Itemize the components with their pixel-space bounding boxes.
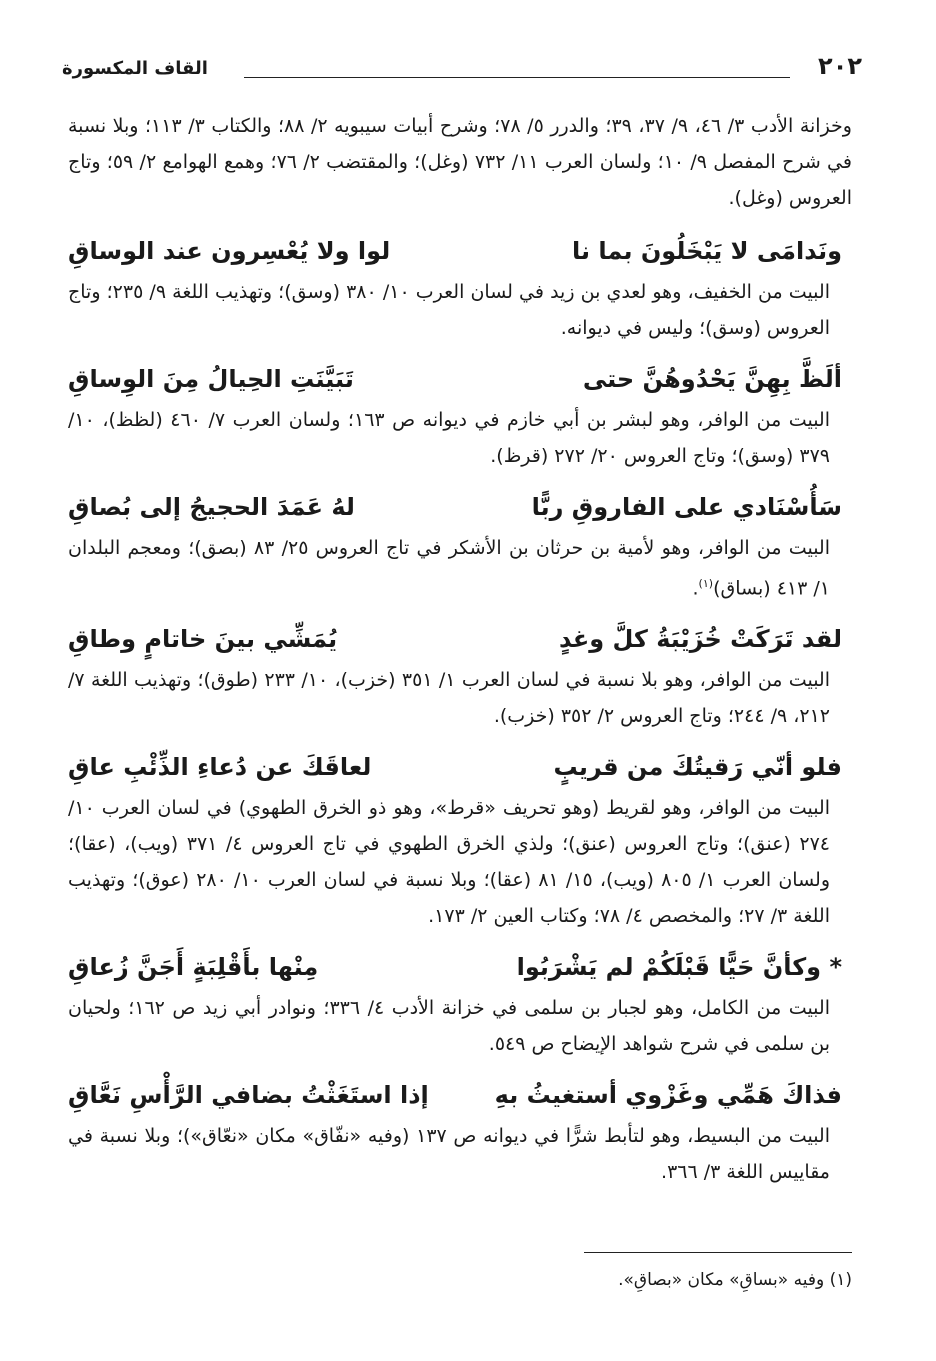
footnote-marker: (١)	[698, 577, 714, 590]
verse-4	[68, 616, 852, 662]
first-hemistich: * وكأنَّ حَيًّا قَبْلَكُمْ لم يَشْرَبُوا	[516, 953, 842, 982]
intro-paragraph: وخزانة الأدب ٣/ ٤٦، ٩/ ٣٧، ٣٩؛ والدرر ٥/ ٧٨؛ وشرح أبيات سيبويه ٢/ ٨٨؛ والكتاب ٣/ ١١٣؛ وبلا نسبة في شرح المفصل ٩/ ١٠؛ ولسان العرب ١١/ ٧٣٢ (وغل)؛ والمقتضب ٢/ ٧٦؛ وهمع الهوامع ٢/ ٥٩؛ وتاج العروس (وغل).	[68, 115, 852, 209]
second-hemistich: لوا ولا يُعْسِرون عند الوساقِ	[68, 237, 391, 265]
running-head: القاف المكسورة	[62, 58, 208, 79]
second-hemistich: تَبَيَّنَتِ الحِيالُ مِنَ الوِساقِ	[68, 365, 354, 393]
verse-note-end: .	[692, 577, 699, 600]
verse-5	[68, 744, 852, 790]
verse-7	[68, 1072, 852, 1118]
footnote: (١) وفيه «بساقِ» مكان «بصاقِ».	[618, 1270, 852, 1290]
first-hemistich: فذاكَ هَمِّي وغَزْوي أستغيثُ بهِ	[494, 1081, 842, 1110]
verse-6	[68, 944, 852, 990]
verse-note-text: البيت من الوافر، وهو لأمية بن حرثان بن الأشكر في تاج العروس ٢٥/ ٨٣ (بصق)؛ ومعجم البلدان ١/ ٤١٣ (بساق)	[68, 537, 830, 600]
verse-3	[68, 484, 852, 530]
second-hemistich: إذا استَغَثْتُ بضافي الرَّأْسِ نَعَّاقِ	[68, 1081, 429, 1110]
footnote-rule	[584, 1252, 852, 1253]
second-hemistich: لهُ عَمَدَ الحجيجُ إلى بُصاقِ	[68, 493, 355, 521]
verse-note: البيت من الخفيف، وهو لعدي بن زيد في لسان العرب ١٠/ ٣٨٠ (وسق)؛ وتهذيب اللغة ٩/ ٢٣٥؛ وتاج العروس (وسق)؛ وليس في ديوانه.	[68, 281, 830, 339]
page-number: ٢٠٢	[818, 52, 862, 80]
verse-2	[68, 356, 852, 402]
page-header	[62, 52, 862, 88]
first-hemistich: ألَظَّ بِهِنَّ يَحْدُوهُنَّ حتى	[582, 365, 842, 393]
verse-note	[68, 530, 852, 606]
verse-note: البيت من البسيط، وهو لتأبط شرًّا في ديوانه ص ١٣٧ (وفيه «نفّاق» مكان «نعّاق»)؛ وبلا نسبة في مقاييس اللغة ٣/ ٣٦٦.	[68, 1125, 830, 1184]
page-body	[68, 108, 852, 1200]
verse-note: البيت من الوافر، وهو لبشر بن أبي خازم في ديوانه ص ١٦٣؛ ولسان العرب ٧/ ٤٦٠ (لظظ)، ١٠/ ٣٧٩ (وسق)؛ وتاج العروس ٢٠/ ٢٧٢ (قرظ).	[68, 409, 830, 467]
first-hemistich: سَأُسْنَادي على الفاروقِ ربًّا	[531, 493, 842, 521]
header-rule	[244, 77, 790, 78]
first-hemistich: لقد تَرَكَتْ خُزَيْبَةُ كلَّ وغدٍ	[558, 625, 842, 654]
verse-note: البيت من الوافر، وهو بلا نسبة في لسان العرب ١/ ٣٥١ (خزب)، ١٠/ ٢٣٣ (طوق)؛ وتهذيب اللغة ٧/ ٢١٢، ٩/ ٢٤٤؛ وتاج العروس ٢/ ٣٥٢ (خزب).	[68, 669, 830, 728]
second-hemistich: لعاقَكَ عن دُعاءِ الذِّئْبِ عاقِ	[68, 753, 372, 782]
second-hemistich: يُمَشِّي بينَ خاتامٍ وطاقِ	[68, 625, 338, 654]
first-hemistich: فلو أنّي رَقيتُكَ من قريبٍ	[553, 753, 842, 782]
verse-1	[68, 228, 852, 274]
verse-note: البيت من الكامل، وهو لجبار بن سلمى في خزانة الأدب ٤/ ٣٣٦؛ ونوادر أبي زيد ص ١٦٢؛ ولحيان بن سلمى في شرح شواهد الإيضاح ص ٥٤٩.	[68, 997, 830, 1056]
verse-note: البيت من الوافر، وهو لقريط (وهو تحريف «قرط»، وهو ذو الخرق الطهوي) في لسان العرب ١٠/ ٢٧٤ (عنق)؛ وتاج العروس (عنق)؛ ولذي الخرق الطهوي في تاج العروس ٤/ ٣٧١ (ويب)، (عقا)؛ ولسان العرب ١/ ٨٠٥ (ويب)، ١٥/ ٨١ (عقا)؛ وبلا نسبة في لسان العرب ١٠/ ٢٨٠ (عوق)؛ وتهذيب اللغة ٣/ ٢٧؛ والمخصص ٤/ ٧٨؛ وكتاب العين ٢/ ١٧٣.	[68, 797, 830, 928]
first-hemistich: ونَدامَى لا يَبْخَلُونَ بما نا	[571, 237, 842, 265]
second-hemistich: مِنْها بأَقْلِبَةٍ أَجَنَّ زُعاقِ	[68, 953, 319, 982]
